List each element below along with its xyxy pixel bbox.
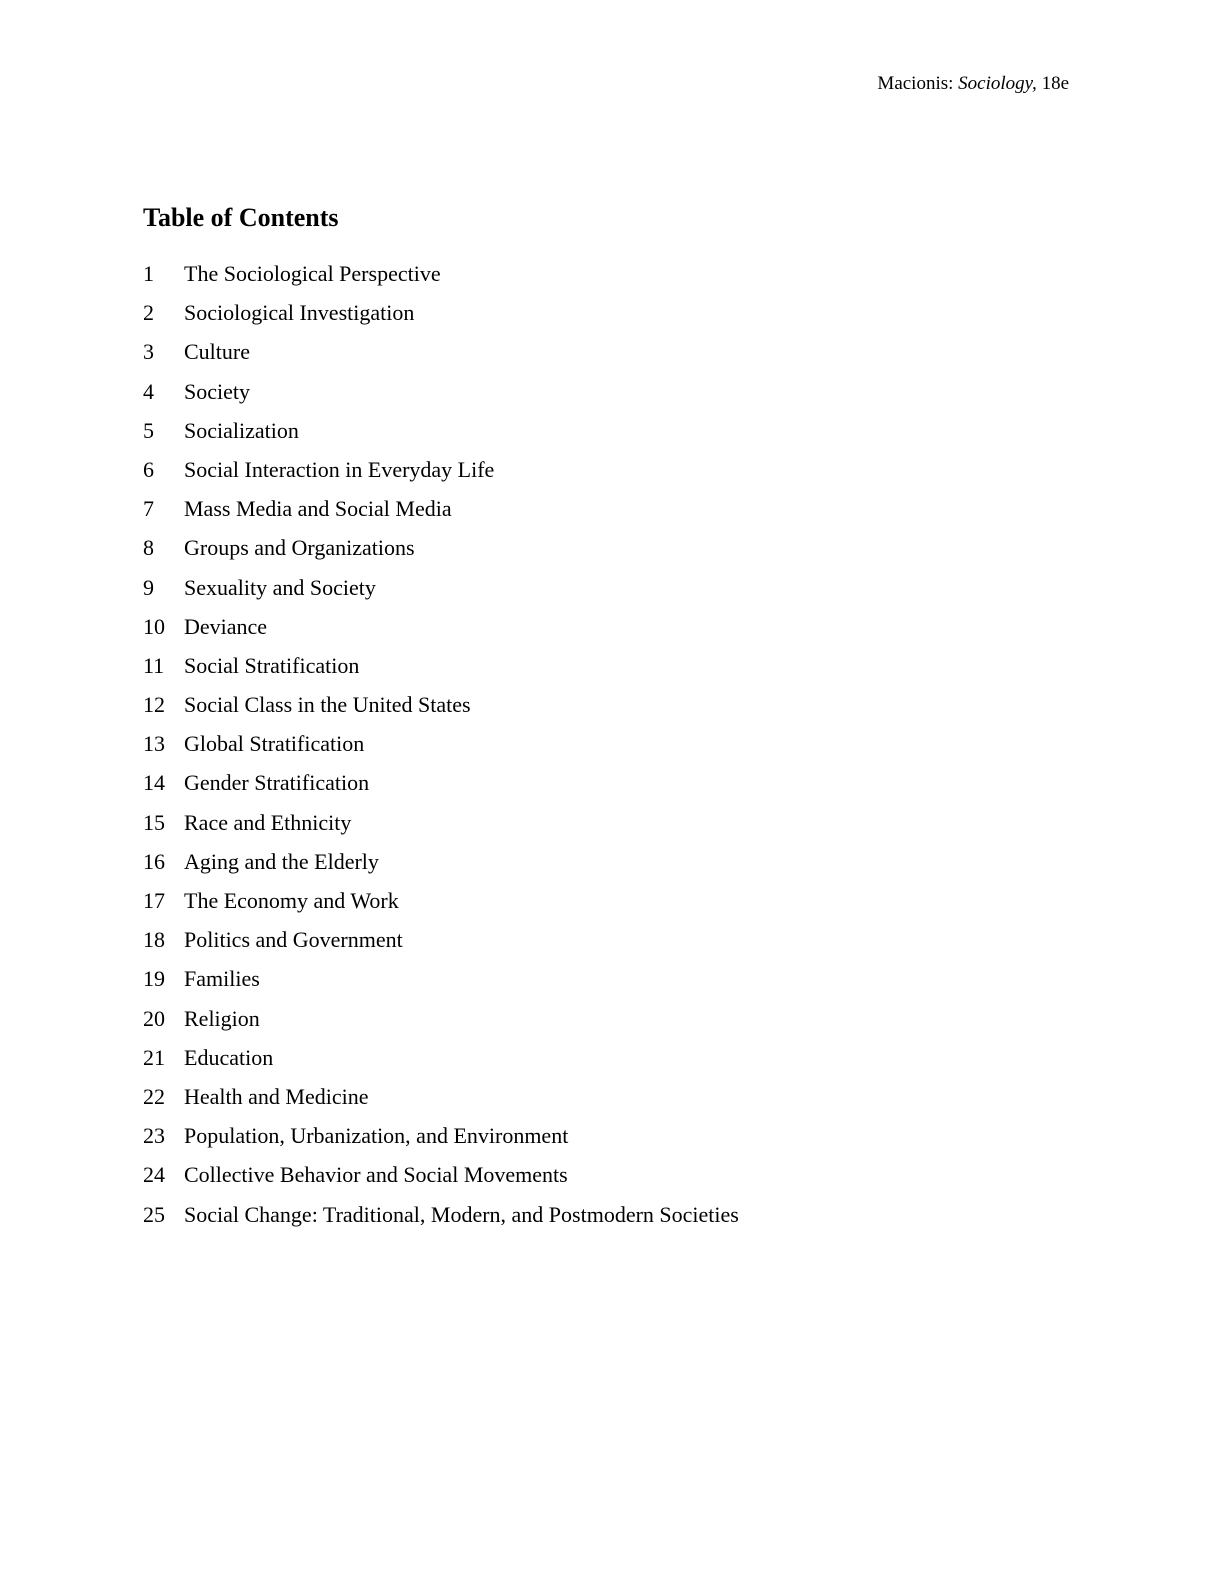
chapter-title: Sociological Investigation — [184, 300, 415, 326]
chapter-title: The Sociological Perspective — [184, 261, 441, 286]
chapter-number: 25 — [143, 1201, 165, 1227]
toc-item — [143, 920, 739, 959]
chapter-title: Population, Urbanization, and Environment — [184, 1123, 569, 1149]
header-edition: 18e — [1036, 73, 1069, 94]
chapter-number: 22 — [143, 1083, 165, 1109]
chapter-title: Society — [184, 378, 250, 404]
chapter-number: 8 — [143, 535, 154, 561]
toc-item — [143, 881, 739, 920]
toc-item — [143, 763, 739, 802]
toc-item — [143, 842, 739, 881]
chapter-number: 24 — [143, 1162, 165, 1188]
header-author: Macionis: — [877, 73, 959, 94]
toc-item — [143, 999, 739, 1038]
chapter-title: Sexuality and Society — [184, 574, 376, 600]
chapter-number: 6 — [143, 456, 154, 482]
chapter-number: 19 — [143, 966, 165, 992]
toc-list — [143, 254, 739, 1234]
chapter-title: Gender Stratification — [184, 770, 370, 796]
toc-item — [143, 411, 739, 450]
chapter-title: Social Stratification — [184, 652, 360, 678]
toc-item — [143, 685, 739, 724]
chapter-title: Deviance — [184, 613, 268, 639]
running-header — [877, 72, 1069, 96]
chapter-number: 1 — [143, 261, 154, 286]
chapter-number: 11 — [143, 652, 165, 678]
toc-item — [143, 489, 739, 528]
toc-item — [143, 254, 739, 293]
chapter-title: Social Interaction in Everyday Life — [184, 456, 495, 482]
chapter-title: Global Stratification — [184, 731, 365, 757]
toc-item — [143, 724, 739, 763]
chapter-title: Social Class in the United States — [184, 692, 471, 718]
toc-item — [143, 1038, 739, 1077]
header-book-title: Sociology, — [958, 73, 1037, 94]
chapter-number: 12 — [143, 692, 165, 718]
chapter-title: Social Change: Traditional, Modern, and Postmodern Societies — [184, 1201, 739, 1227]
toc-item — [143, 528, 739, 567]
toc-item — [143, 646, 739, 685]
toc-item — [143, 607, 739, 646]
toc-item — [143, 959, 739, 998]
chapter-title: Politics and Government — [184, 927, 403, 953]
toc-item — [143, 1116, 739, 1155]
chapter-title: Race and Ethnicity — [184, 809, 352, 835]
chapter-number: 16 — [143, 848, 165, 874]
toc-item — [143, 803, 739, 842]
toc-item — [143, 568, 739, 607]
chapter-number: 3 — [143, 339, 154, 365]
chapter-number: 9 — [143, 574, 154, 600]
toc-item — [143, 372, 739, 411]
chapter-title: The Economy and Work — [184, 888, 399, 913]
toc-item — [143, 1155, 739, 1194]
chapter-title: Aging and the Elderly — [184, 848, 379, 874]
chapter-title: Mass Media and Social Media — [184, 496, 452, 522]
chapter-number: 14 — [143, 770, 165, 796]
chapter-number: 18 — [143, 927, 165, 953]
chapter-number: 15 — [143, 809, 165, 835]
toc-item — [143, 450, 739, 489]
chapter-title: Religion — [184, 1005, 260, 1031]
chapter-number: 7 — [143, 496, 154, 522]
chapter-title: Collective Behavior and Social Movements — [184, 1162, 568, 1188]
chapter-number: 13 — [143, 731, 165, 757]
toc-item — [143, 293, 739, 332]
chapter-title: Groups and Organizations — [184, 535, 415, 561]
chapter-number: 23 — [143, 1123, 165, 1149]
chapter-number: 21 — [143, 1044, 165, 1070]
chapter-number: 5 — [143, 417, 154, 443]
toc-title: Table of Contents — [143, 203, 339, 232]
toc-item — [143, 1077, 739, 1116]
chapter-number: 10 — [143, 613, 165, 639]
toc-item — [143, 332, 739, 371]
chapter-number: 17 — [143, 888, 165, 913]
toc-item — [143, 1195, 739, 1234]
chapter-number: 4 — [143, 378, 154, 404]
chapter-title: Health and Medicine — [184, 1083, 369, 1109]
chapter-number: 2 — [143, 300, 154, 326]
chapter-title: Culture — [184, 339, 250, 365]
chapter-title: Families — [184, 966, 260, 992]
chapter-title: Socialization — [184, 417, 299, 443]
chapter-title: Education — [184, 1044, 274, 1070]
chapter-number: 20 — [143, 1005, 165, 1031]
